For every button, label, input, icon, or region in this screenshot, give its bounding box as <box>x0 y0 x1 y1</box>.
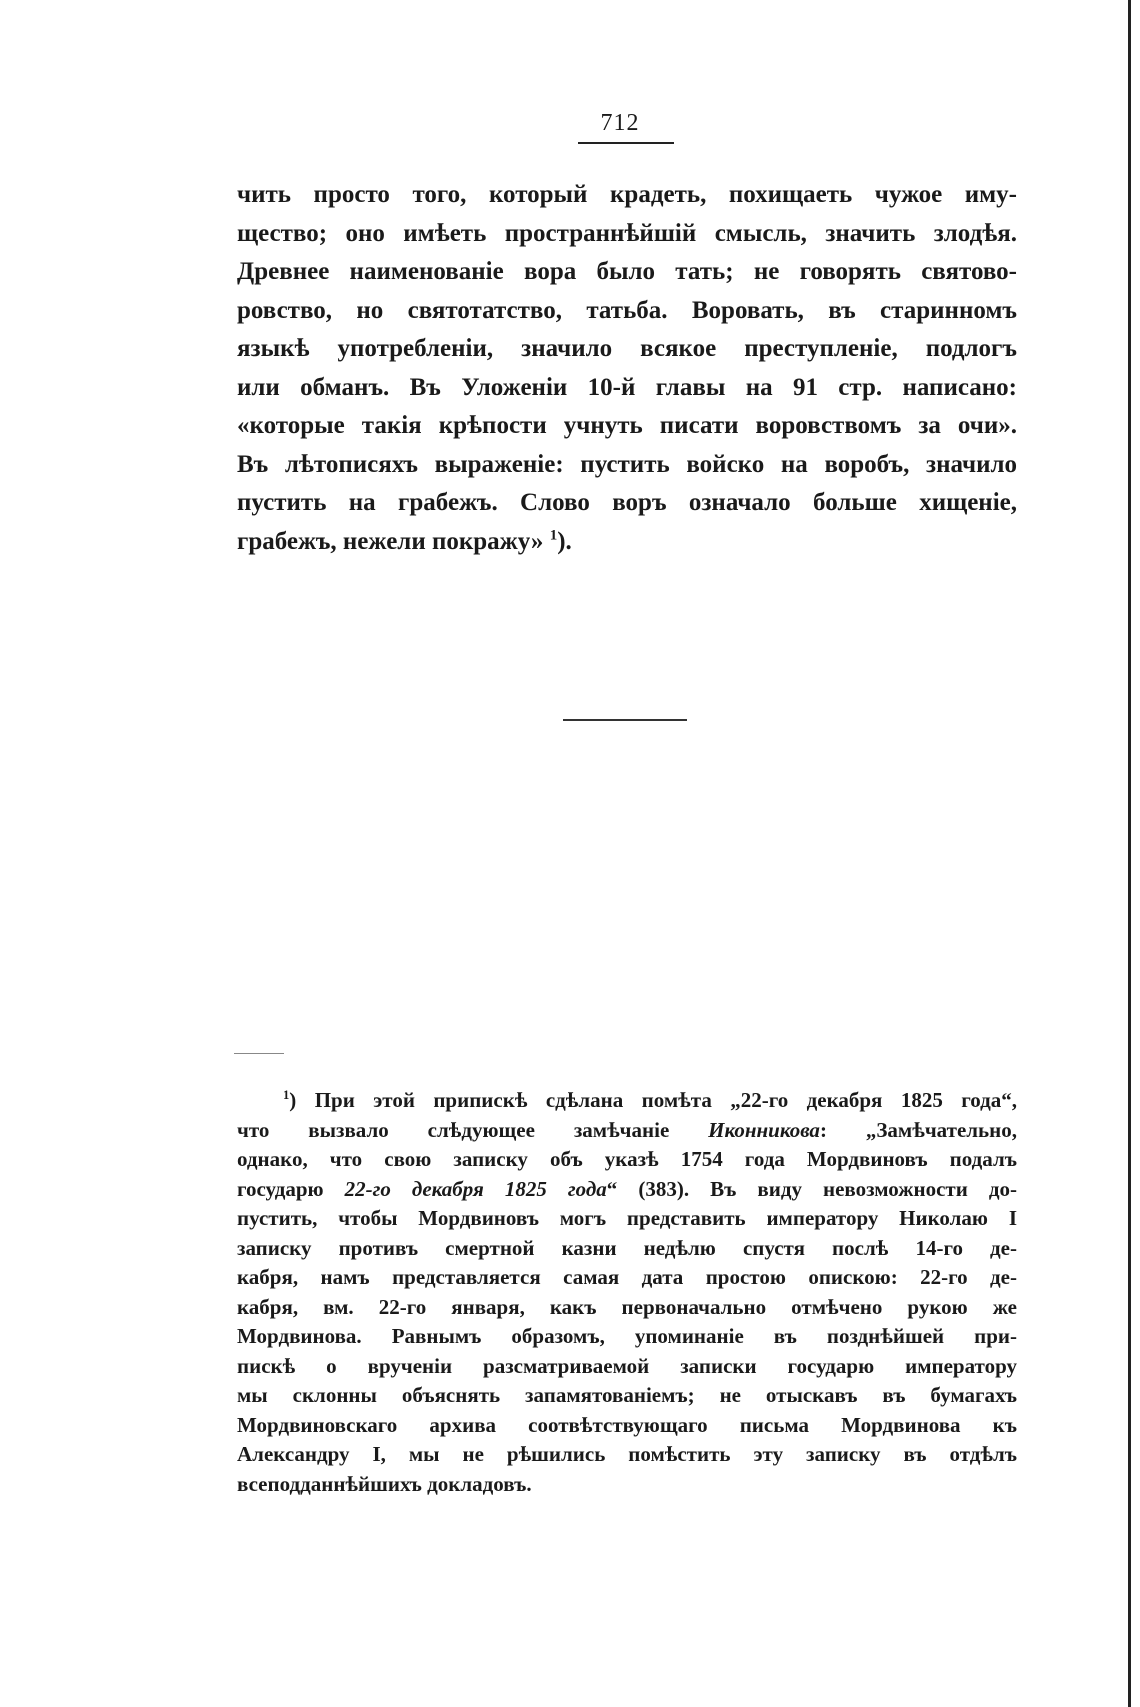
main-text-line: языкѣ употребленіи, значило всякое преступленіе, подлогъ <box>237 335 1017 362</box>
footnote-line: записку противъ смертной казни недѣлю спустя послѣ 14-го де- <box>237 1235 1017 1260</box>
footnote-last-line: всеподданнѣйшихъ докладовъ. <box>237 1471 532 1496</box>
footnote-line <box>237 1116 1017 1146</box>
footnote-line-text: государю <box>237 1176 345 1201</box>
footnote-separator <box>234 1053 284 1054</box>
footnote-line: Александру I, мы не рѣшились помѣстить эту записку въ отдѣлъ <box>237 1442 1017 1466</box>
page-edge-line <box>1128 0 1131 1707</box>
footnote-line: Мордвиновскаго архива соотвѣтствующаго письма Мордвинова къ <box>237 1412 1017 1437</box>
main-text-line: Древнее наименованіе вора было тать; не говорять святово- <box>237 258 1017 285</box>
footnote-line: однако, что свою записку объ указѣ 1754 года Мордвиновъ подалъ <box>237 1147 1017 1171</box>
footnote-date-italic: 22-го декабря 1825 года <box>344 1176 607 1201</box>
footnote-line: кабря, вм. 22-го января, какъ первоначально отмѣчено рукою же <box>237 1294 1017 1319</box>
main-text-line: «которые такія крѣпости учнуть писати воровствомъ за очи». <box>237 412 1017 439</box>
main-text-block <box>237 176 1017 561</box>
footnote-line: Мордвинова. Равнымъ образомъ, упоминаніе въ позднѣйшей при- <box>237 1324 1017 1348</box>
footnote-line <box>237 1175 1017 1205</box>
footnote-block <box>237 1086 1017 1499</box>
main-text-line: ровство, но святотатство, татьба. Воровать, въ старинномъ <box>237 296 1017 324</box>
footnote-line-text: “ (383). Въ виду невозможности до- <box>606 1176 1017 1201</box>
footnote-line: пустить, чтобы Мордвиновъ могъ представить императору Николаю I <box>237 1206 1017 1230</box>
footnote-line <box>237 1086 1017 1116</box>
footnote-author-name: Иконникова <box>708 1117 820 1142</box>
footnote-line-text: : „Замѣчательно, <box>819 1117 1017 1142</box>
footnote-line: кабря, намъ представляется самая дата простою опискою: 22-го де- <box>237 1265 1017 1289</box>
page-number: 712 <box>600 110 640 136</box>
footnote-marker: 1 <box>283 1088 290 1102</box>
main-text-line: Въ лѣтописяхъ выраженіе: пустить войско на воробъ, значило <box>237 450 1017 478</box>
page-number-underline <box>578 142 674 144</box>
main-text-last-line <box>237 523 1017 562</box>
main-text-line: чить просто того, который крадеть, похищаеть чужое иму- <box>237 181 1017 208</box>
footnote-line-text: что вызвало слѣдующее замѣчаніе <box>237 1117 709 1142</box>
footnote-line: мы склонны объяснять запамятованіемъ; не отыскавъ въ бумагахъ <box>237 1383 1017 1407</box>
main-text-line: пустить на грабежъ. Слово воръ означало больше хищеніе, <box>237 489 1017 516</box>
section-divider <box>563 719 687 721</box>
footnote-reference[interactable]: 1 <box>549 527 558 544</box>
footnote-line-text: ) При этой припискѣ сдѣлана помѣта „22-го декабря 1825 года“, <box>289 1088 1017 1112</box>
main-text-last-line-end: ). <box>557 527 572 555</box>
main-text-line: щество; оно имѣеть пространнѣйшій смысль, значить злодѣя. <box>237 219 1017 247</box>
footnote-line: пискѣ о врученіи разсматриваемой записки государю императору <box>237 1353 1017 1378</box>
main-text-last-line-text: грабежъ, нежели покражу» <box>237 527 544 555</box>
main-text-line: или обманъ. Въ Уложеніи 10-й главы на 91 стр. написано: <box>237 373 1017 401</box>
